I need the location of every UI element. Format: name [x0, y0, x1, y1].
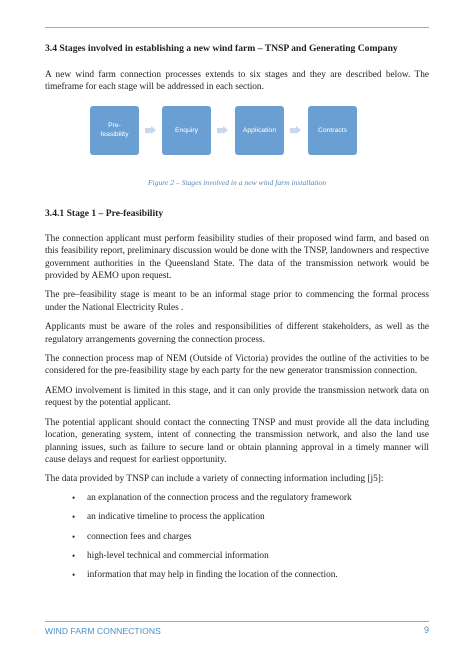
stages-diagram — [45, 106, 429, 170]
paragraph: The data provided by TNSP can include a variety of connecting information including [j5]: — [45, 474, 384, 485]
list-item — [45, 569, 429, 581]
stage-box-contracts — [308, 106, 357, 155]
page-content — [45, 42, 429, 582]
footer-rule — [45, 621, 429, 622]
list-item-text: information that may help in finding the location of the connection. — [87, 570, 338, 581]
header-rule — [45, 27, 429, 28]
paragraph: The potential applicant should contact the connecting TNSP and must provide all the data including location, generating system, intent of connecting the transmission network, and also the land use planning issues, such as failure to secure land or obtain planning approval in a timely manner will cause delays and request for earliest opportunity. — [45, 417, 429, 465]
paragraph: The connection applicant must perform feasibility studies of their proposed wind farm, and based on this feasibility report, preliminary discussion would be done with the TNSP, landowners and respective government authorities in the Queensland State. The data of the transmission network would be provided by AEMO upon request. — [45, 233, 429, 282]
page-number: 9 — [423, 625, 429, 635]
footer-title: WIND FARM CONNECTIONS — [45, 626, 161, 636]
paragraph: The pre–feasibility stage is meant to be an informal stage prior to commencing the formal process under the National Electricity Rules . — [45, 290, 429, 313]
figure-caption: Figure 2 – Stages involved in a new wind farm installation — [147, 177, 327, 187]
list-item — [45, 550, 429, 562]
list-item — [45, 511, 429, 523]
stage-box-application — [235, 106, 284, 155]
bullet-icon: • — [72, 492, 76, 503]
bullet-icon: • — [72, 570, 76, 581]
bullet-icon: • — [72, 531, 76, 542]
paragraph: Applicants must be aware of the roles and responsibilities of different stakeholders, as well as the regulatory arrangements governing the connection process. — [45, 322, 429, 345]
list-item-text: an explanation of the connection process and the regulatory framework — [87, 492, 352, 503]
list-item — [45, 531, 429, 543]
bullet-icon: • — [72, 550, 76, 561]
list-item-text: an indicative timeline to process the application — [87, 512, 265, 523]
stage-label: Pre-feasibility — [100, 122, 129, 139]
paragraph: AEMO involvement is limited in this stage, and it can only provide the transmission network data on request by the potential applicant. — [45, 385, 429, 409]
section-heading: 3.4 Stages involved in establishing a new wind farm – TNSP and Generating Company — [45, 43, 398, 54]
stage-box-pre-feasibility — [90, 106, 139, 155]
list-item — [45, 492, 429, 504]
stage-label: Contracts — [317, 126, 348, 134]
stage-label: Enquiry — [174, 126, 199, 134]
stage-label: Application — [242, 126, 277, 134]
subsection-heading: 3.4.1 Stage 1 – Pre-feasibility — [45, 207, 164, 219]
paragraph: The connection process map of NEM (Outside of Victoria) provides the outline of the activities to be considered for the pre-feasibility stage by each party for the new generator transmission connection. — [45, 354, 429, 377]
stage-box-enquiry — [162, 106, 211, 155]
bullet-icon: • — [72, 512, 76, 523]
bullet-list — [45, 492, 429, 582]
list-item-text: connection fees and charges — [87, 531, 192, 542]
section-intro: A new wind farm connection processes extends to six stages and they are described below. The timeframe for each stage will be addressed in each section. — [45, 70, 429, 93]
list-item-text: high-level technical and commercial information — [87, 550, 269, 561]
